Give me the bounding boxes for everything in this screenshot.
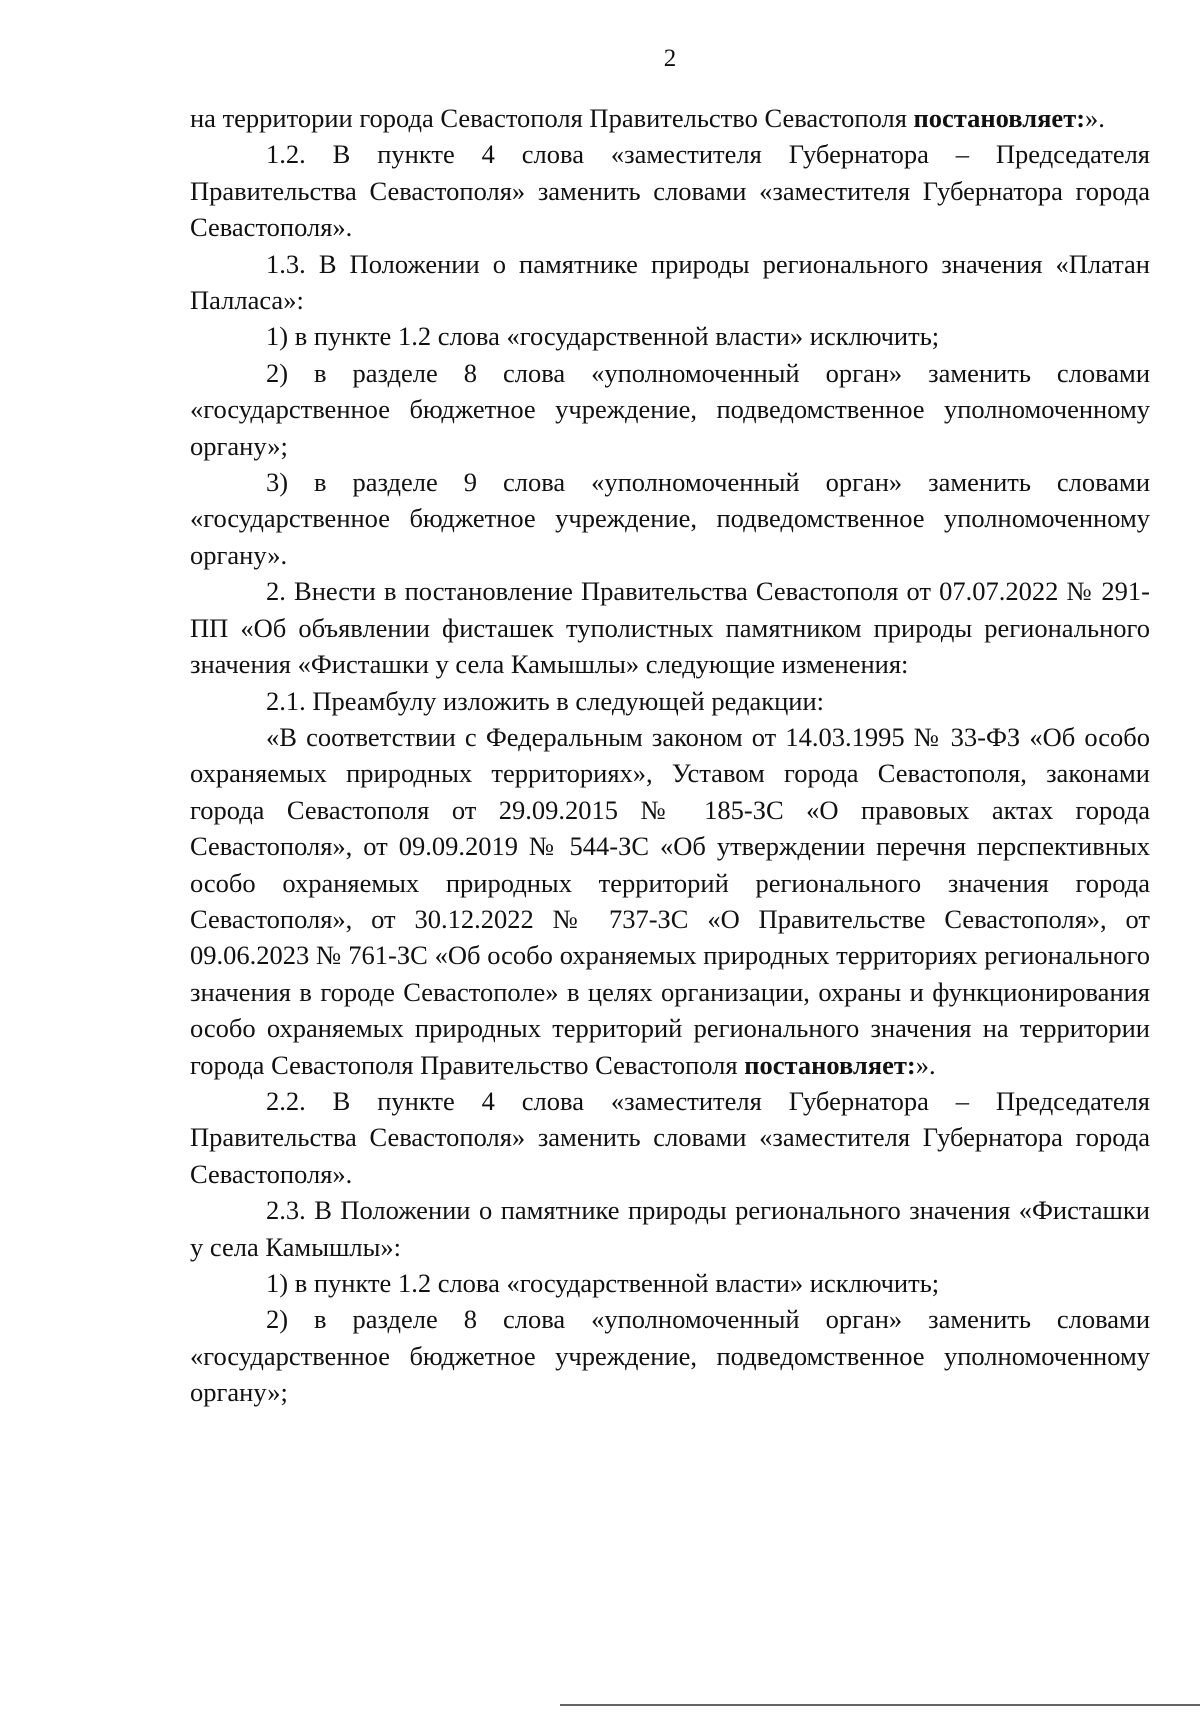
paragraph-text: 2.1. Преамбулу изложить в следующей редакции: — [266, 685, 825, 716]
paragraph-text: 1.2. В пункте 4 слова «заместителя Губернатора – Председателя Правительства Севастополя» заменить словами «заместителя Губернатора города Севастополя». — [190, 139, 1150, 243]
paragraph-text: 2.3. В Положении о памятнике природы регионального значения «Фисташки у села Камышлы»: — [190, 1195, 1150, 1262]
paragraph — [190, 136, 1150, 245]
paragraph — [190, 683, 1150, 719]
scan-edge-line — [560, 1704, 1200, 1706]
paragraph — [190, 1083, 1150, 1192]
paragraph-text: 2.2. В пункте 4 слова «заместителя Губернатора – Председателя Правительства Севастополя» заменить словами «заместителя Губернатора города Севастополя». — [190, 1085, 1150, 1189]
paragraph-text: 2. Внести в постановление Правительства Севастополя от 07.07.2022 № 291-ПП «Об объявлении фисташек туполистных памятником природы регионального значения «Фисташки у села Камышлы» следующие изменения: — [190, 576, 1150, 680]
bold-text: постановляет: — [913, 103, 1086, 133]
paragraph — [190, 1192, 1150, 1265]
paragraph — [190, 464, 1150, 573]
paragraph-text: 1) в пункте 1.2 слова «государственной власти» исключить; — [266, 1268, 940, 1298]
page-number: 2 — [663, 45, 677, 72]
paragraph-text: 1) в пункте 1.2 слова «государственной власти» исключить; — [266, 321, 940, 352]
paragraph-text: 1.3. В Положении о памятнике природы регионального значения «Платан Палласа»: — [190, 248, 1150, 316]
paragraph — [190, 100, 1150, 136]
paragraph — [190, 246, 1150, 319]
bold-text: постановляет: — [744, 1049, 916, 1080]
paragraph — [190, 719, 1150, 1083]
paragraph-text: 2) в разделе 8 слова «уполномоченный орган» заменить словами «государственное бюджетное учреждение, подведомственное уполномоченному органу»; — [190, 1304, 1150, 1408]
paragraph-text: «В соответствии с Федеральным законом от 14.03.1995 № 33-ФЗ «Об особо охраняемых природных территориях», Уставом города Севастополя, законами города Севастополя от 29.09.2015 № 185-ЗС «О правовых актах города Севастополя», от 09.09.2019 № 544-ЗС «Об утверждении перечня перспективных особо охраняемых природных территорий регионального значения города Севастополя», от 30.12.2022 № 737-ЗС «О Правительстве Севастополя», от 09.06.2023 № 761-ЗС «Об особо охраняемых природных территориях регионального значения в городе Севастополе» в целях организации, охраны и функционирования особо охраняемых природных территорий регионального значения на территории города Севастополя Правительство Севастополя — [190, 721, 1150, 1080]
paragraph-text: ». — [915, 1049, 936, 1080]
document-body — [190, 100, 1150, 1411]
paragraph-text: ». — [1085, 103, 1105, 133]
paragraph-text: 2) в разделе 8 слова «уполномоченный орган» заменить словами «государственное бюджетное учреждение, подведомственное уполномоченному органу»; — [190, 357, 1150, 461]
paragraph — [190, 318, 1150, 354]
paragraph — [190, 355, 1150, 464]
paragraph-text: 3) в разделе 9 слова «уполномоченный орган» заменить словами «государственное бюджетное учреждение, подведомственное уполномоченному органу». — [190, 467, 1150, 570]
paragraph — [190, 1301, 1150, 1410]
paragraph — [190, 573, 1150, 682]
paragraph — [190, 1265, 1150, 1301]
paragraph-text: на территории города Севастополя Правительство Севастополя — [190, 103, 914, 133]
